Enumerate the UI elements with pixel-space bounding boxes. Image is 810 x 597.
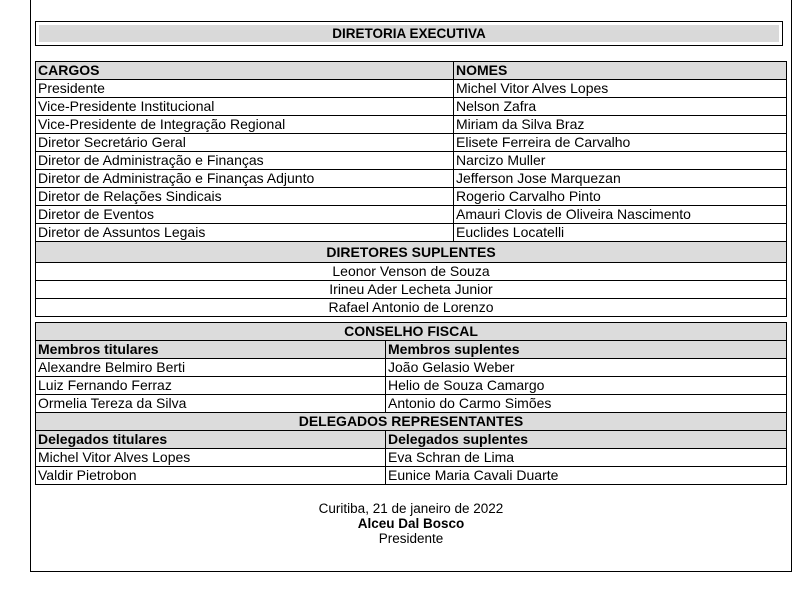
- diretoria-table: [35, 61, 787, 317]
- suplente-cell: Eunice Maria Cavali Duarte: [386, 467, 787, 485]
- signer-role: Presidente: [378, 531, 444, 546]
- col-header-delegados-titulares: Delegados titulares: [36, 431, 386, 449]
- table-row: [36, 359, 787, 377]
- titular-cell: Alexandre Belmiro Berti: [36, 359, 386, 377]
- titular-cell: Ormelia Tereza da Silva: [36, 395, 386, 413]
- nome-cell: Miriam da Silva Braz: [454, 116, 787, 134]
- cargo-cell: Diretor de Administração e Finanças Adjunto: [36, 170, 454, 188]
- cargo-cell: Diretor de Relações Sindicais: [36, 188, 454, 206]
- cargo-cell: Vice-Presidente Institucional: [36, 98, 454, 116]
- cargo-cell: Vice-Presidente de Integração Regional: [36, 116, 454, 134]
- nome-cell: Nelson Zafra: [454, 98, 787, 116]
- table-row: [36, 116, 787, 134]
- table-row: [36, 299, 787, 317]
- cargo-cell: Diretor Secretário Geral: [36, 134, 454, 152]
- suplente-cell: Antonio do Carmo Simões: [386, 395, 787, 413]
- suplentes-title: DIRETORES SUPLENTES: [36, 242, 787, 263]
- table-row: [36, 449, 787, 467]
- table-row: [36, 134, 787, 152]
- col-header-membros-titulares: Membros titulares: [36, 341, 386, 359]
- table-row: [36, 281, 787, 299]
- titular-cell: Michel Vitor Alves Lopes: [36, 449, 386, 467]
- signature-block: [31, 501, 791, 546]
- delegados-title: DELEGADOS REPRESENTANTES: [36, 413, 787, 431]
- place-date: Curitiba, 21 de janeiro de 2022: [318, 501, 504, 516]
- signer-name: Alceu Dal Bosco: [357, 516, 465, 531]
- conselho-section-row: [36, 323, 787, 341]
- suplentes-section-row: [36, 242, 787, 263]
- conselho-title: CONSELHO FISCAL: [36, 323, 787, 341]
- diretoria-title: DIRETORIA EXECUTIVA: [39, 25, 779, 42]
- titular-cell: Valdir Pietrobon: [36, 467, 386, 485]
- table-row: [36, 263, 787, 281]
- delegados-header-row: [36, 431, 787, 449]
- suplente-cell: João Gelasio Weber: [386, 359, 787, 377]
- suplente-name-cell: Leonor Venson de Souza: [36, 263, 787, 281]
- table-row: [36, 188, 787, 206]
- nome-cell: Elisete Ferreira de Carvalho: [454, 134, 787, 152]
- nome-cell: Amauri Clovis de Oliveira Nascimento: [454, 206, 787, 224]
- table-row: [36, 98, 787, 116]
- table-row: [36, 395, 787, 413]
- delegados-section-row: [36, 413, 787, 431]
- cargo-cell: Diretor de Eventos: [36, 206, 454, 224]
- suplente-name-cell: Irineu Ader Lecheta Junior: [36, 281, 787, 299]
- diretoria-title-box: [35, 21, 783, 46]
- table-row: [36, 152, 787, 170]
- suplente-cell: Eva Schran de Lima: [386, 449, 787, 467]
- suplente-cell: Helio de Souza Camargo: [386, 377, 787, 395]
- cargo-cell: Presidente: [36, 80, 454, 98]
- cargo-cell: Diretor de Assuntos Legais: [36, 224, 454, 242]
- nome-cell: Michel Vitor Alves Lopes: [454, 80, 787, 98]
- table-row: [36, 377, 787, 395]
- suplente-name-cell: Rafael Antonio de Lorenzo: [36, 299, 787, 317]
- titular-cell: Luiz Fernando Ferraz: [36, 377, 386, 395]
- table-row: [36, 170, 787, 188]
- document-frame: [30, 0, 792, 572]
- col-header-nomes: NOMES: [454, 62, 787, 80]
- conselho-header-row: [36, 341, 787, 359]
- col-header-membros-suplentes: Membros suplentes: [386, 341, 787, 359]
- cargo-cell: Diretor de Administração e Finanças: [36, 152, 454, 170]
- table-row: [36, 80, 787, 98]
- table-row: [36, 206, 787, 224]
- table-row: [36, 467, 787, 485]
- col-header-cargos: CARGOS: [36, 62, 454, 80]
- nome-cell: Euclides Locatelli: [454, 224, 787, 242]
- conselho-delegados-table: [35, 322, 787, 485]
- col-header-delegados-suplentes: Delegados suplentes: [386, 431, 787, 449]
- nome-cell: Rogerio Carvalho Pinto: [454, 188, 787, 206]
- nome-cell: Jefferson Jose Marquezan: [454, 170, 787, 188]
- table-row: [36, 224, 787, 242]
- nome-cell: Narcizo Muller: [454, 152, 787, 170]
- diretoria-header-row: [36, 62, 787, 80]
